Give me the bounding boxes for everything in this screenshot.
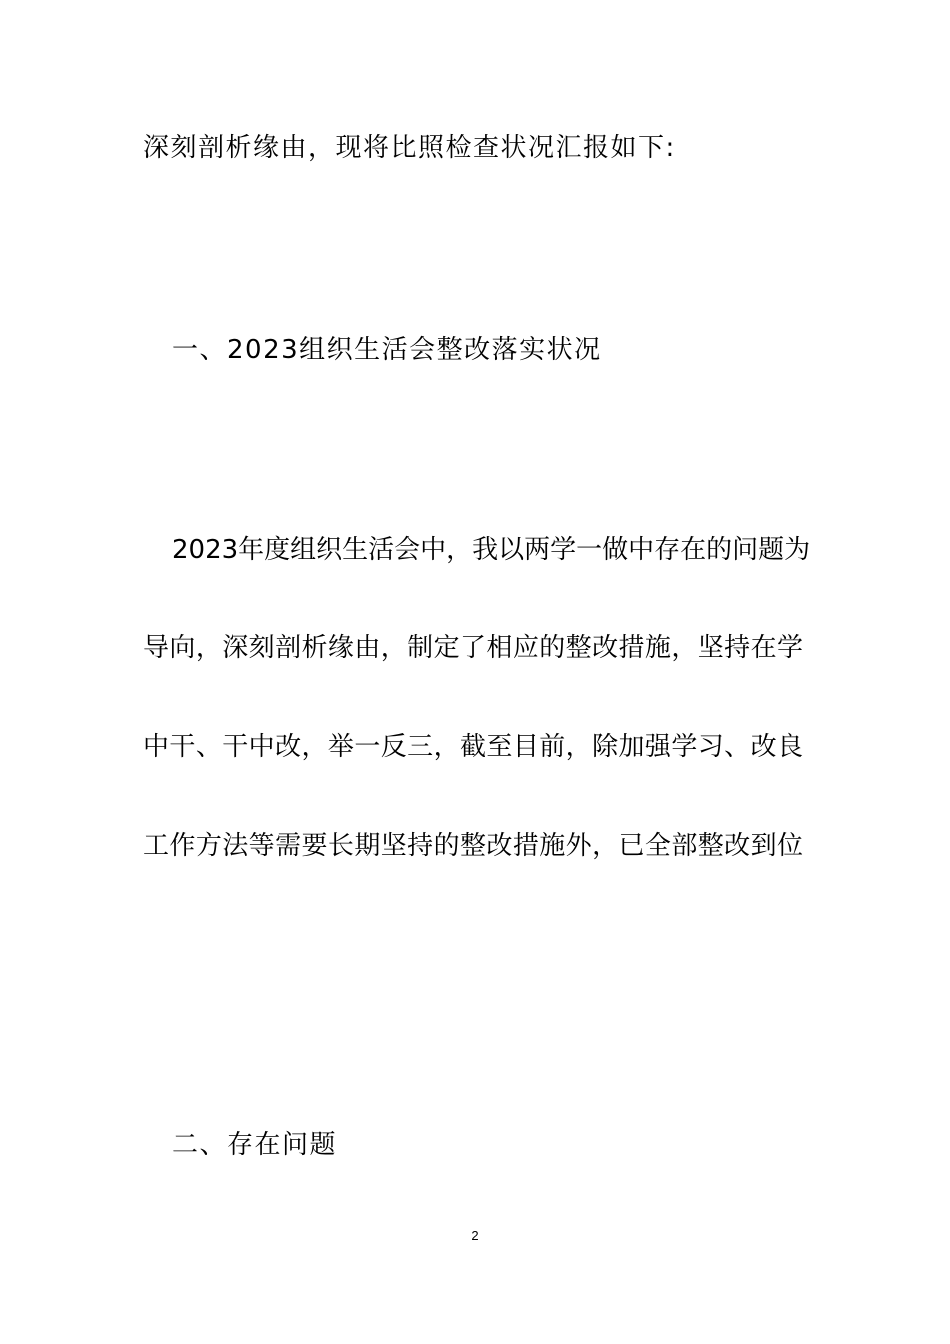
section2-heading: 二、存在问题 [172,1130,338,1160]
section1-heading: 一、2023组织生活会整改落实状况 [172,335,602,365]
intro-line: 深刻剖析缘由，现将比照检查状况汇报如下: [143,133,676,163]
paragraph-line-4: 工作方法等需要长期坚持的整改措施外，已全部整改到位 [143,831,803,861]
paragraph-line-1: 2023年度组织生活会中，我以两学一做中存在的问题为 [172,535,811,565]
paragraph-line-3: 中干、干中改，举一反三，截至目前，除加强学习、改良 [143,732,803,762]
paragraph-line-2: 导向，深刻剖析缘由，制定了相应的整改措施，坚持在学 [143,633,803,663]
page-number: 2 [471,1228,479,1243]
